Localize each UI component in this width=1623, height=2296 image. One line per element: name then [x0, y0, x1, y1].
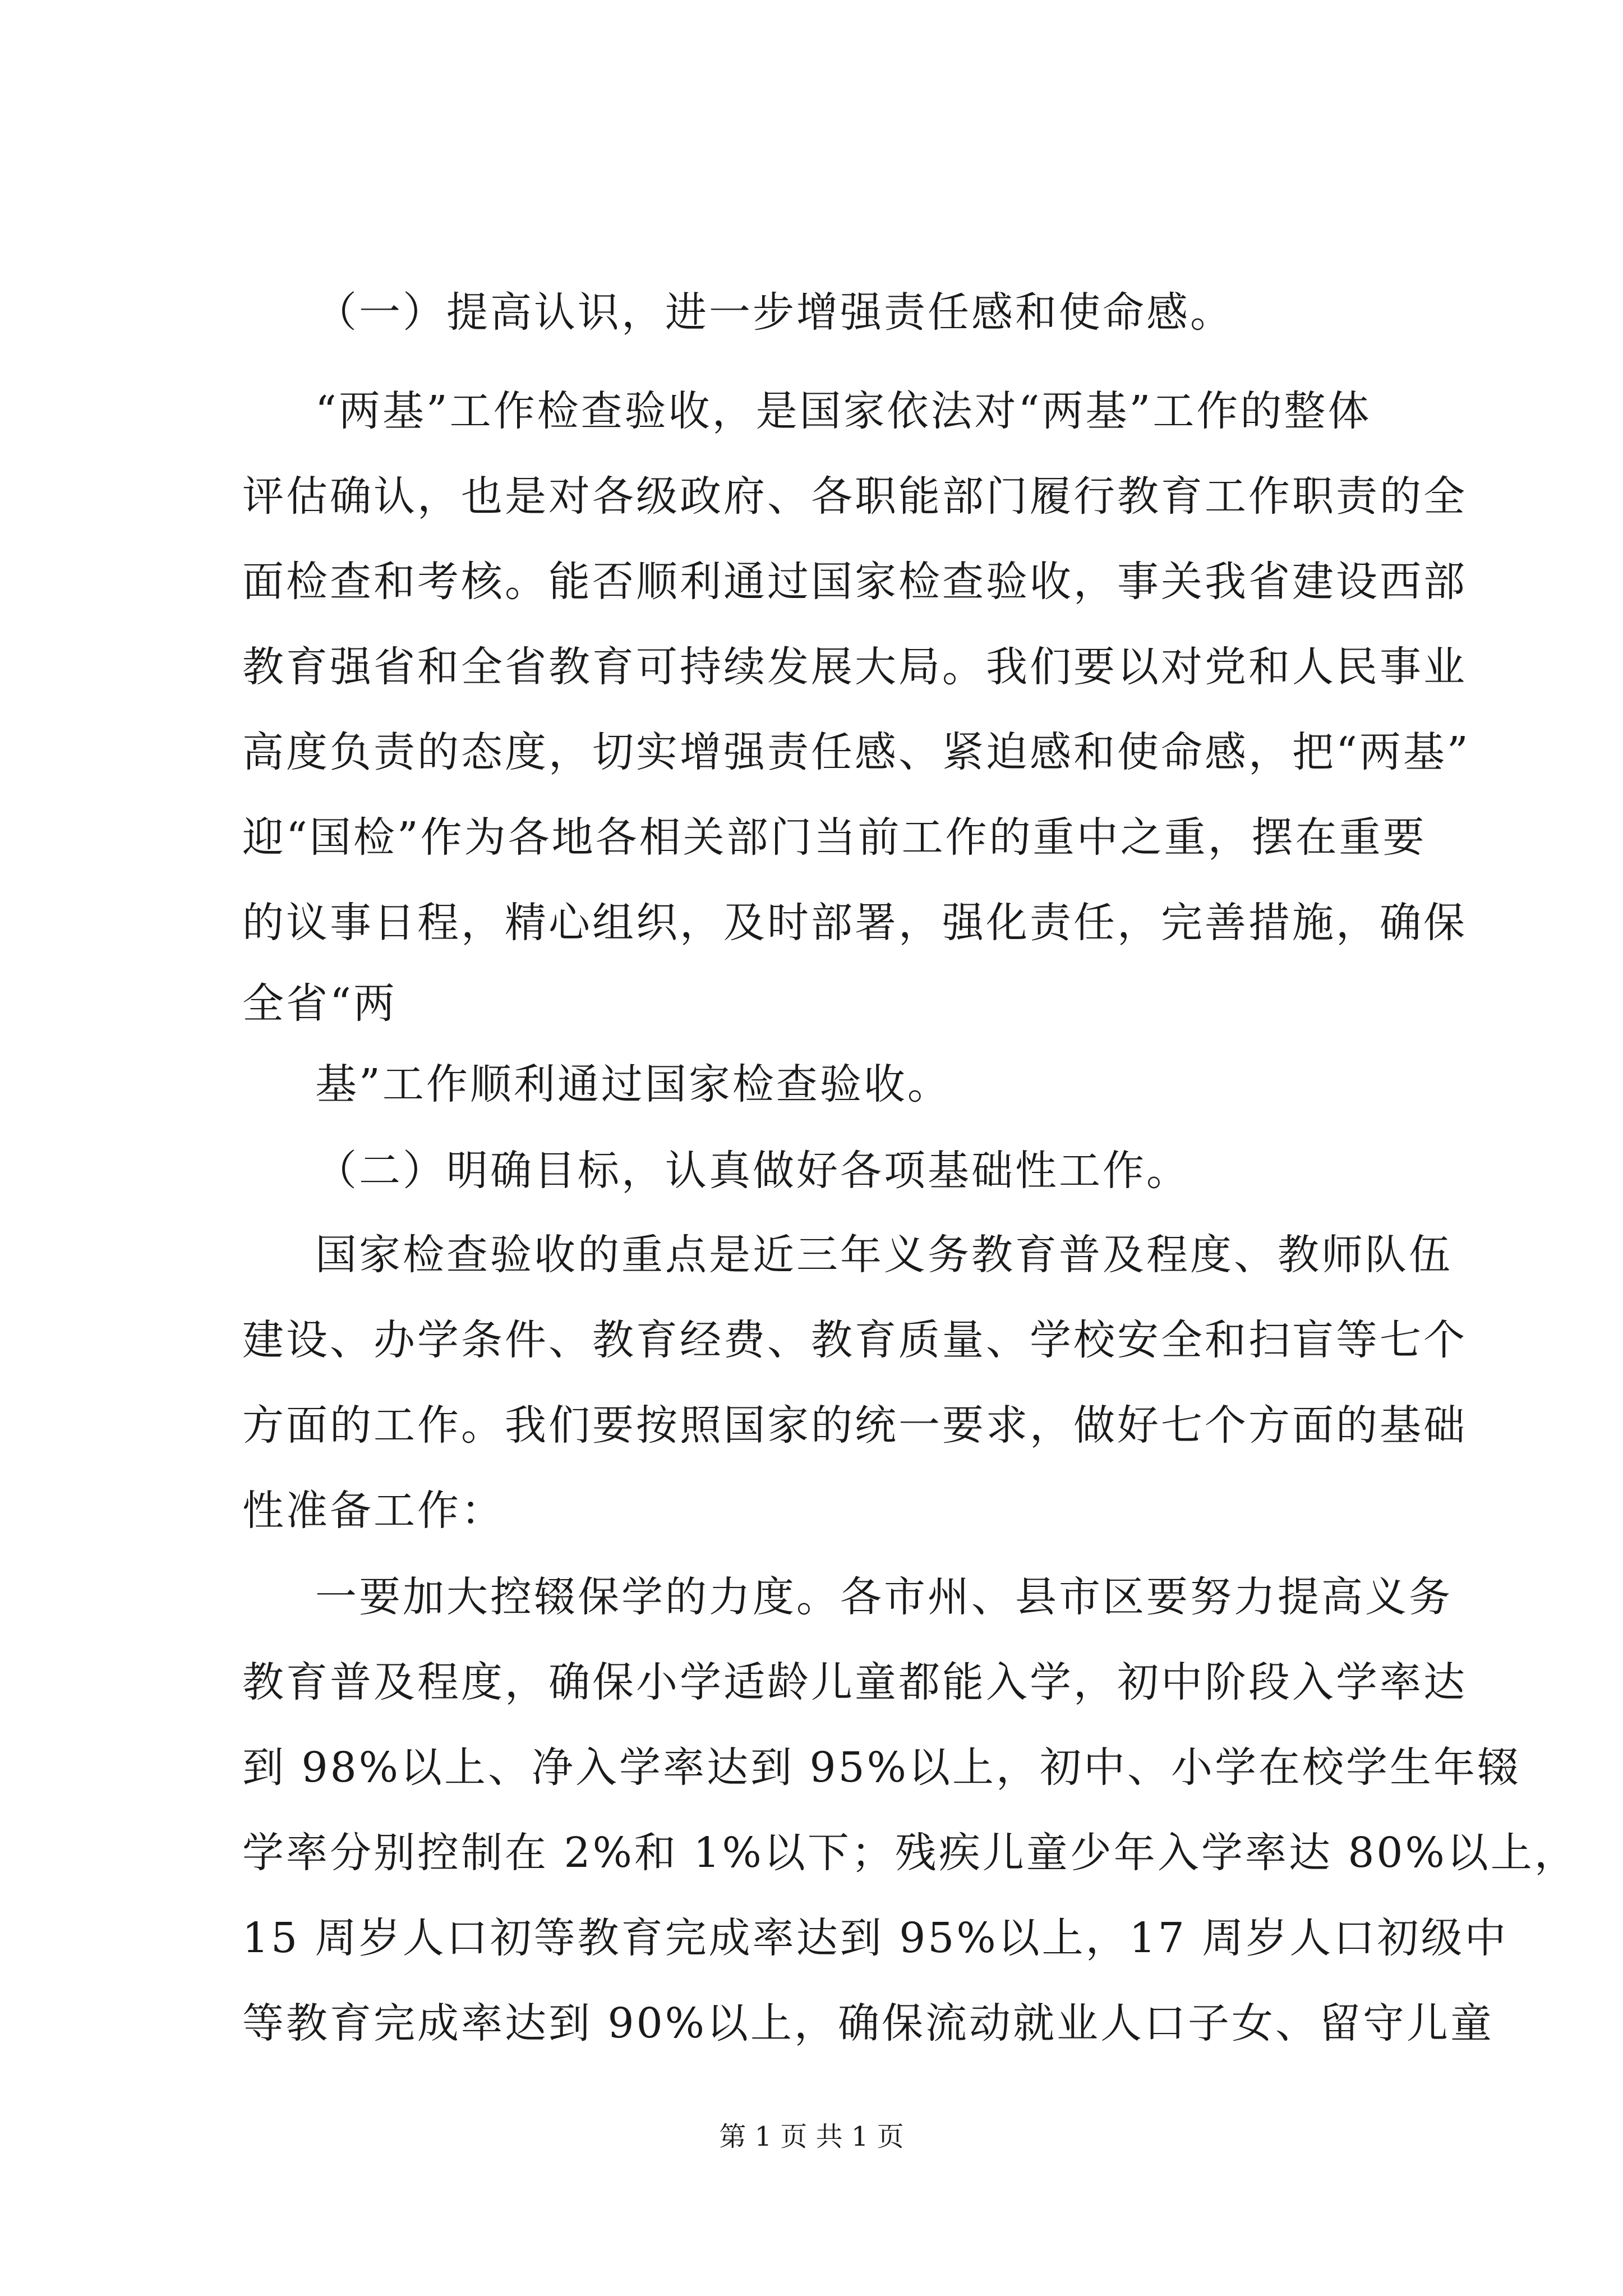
text-line: 教育普及程度，确保小学适龄儿童都能入学，初中阶段入学率达 [242, 1658, 1467, 1706]
text-line: 高度负责的态度，切实增强责任感、紧迫感和使命感，把“两基” [242, 728, 1470, 776]
text-line: 评估确认，也是对各级政府、各职能部门履行教育工作职责的全 [242, 472, 1467, 521]
text-line: 方面的工作。我们要按照国家的统一要求，做好七个方面的基础 [242, 1401, 1467, 1450]
text-line: 等教育完成率达到 90%以上，确保流动就业人口子女、留守儿童 [242, 1999, 1494, 2047]
text-line: 建设、办学条件、教育经费、教育质量、学校安全和扫盲等七个 [242, 1316, 1467, 1364]
text-line: 教育强省和全省教育可持续发展大局。我们要以对党和人民事业 [242, 643, 1467, 691]
page-number: 第 1 页 共 1 页 [719, 2121, 904, 2152]
text-line: 国家检查验收的重点是近三年义务教育普及程度、教师队伍 [315, 1231, 1453, 1279]
text-line: 基”工作顺利通过国家检查验收。 [315, 1060, 951, 1108]
text-line: 15 周岁人口初等教育完成率达到 95%以上，17 周岁人口初级中 [242, 1914, 1509, 1962]
text-line: “两基”工作检查验收，是国家依法对“两基”工作的整体 [315, 387, 1372, 435]
text-line: 到 98%以上、净入学率达到 95%以上，初中、小学在校学生年辍 [242, 1743, 1521, 1792]
text-line: 的议事日程，精心组织，及时部署，强化责任，完善措施，确保 [242, 899, 1467, 947]
text-line: 迎“国检”作为各地各相关部门当前工作的重中之重，摆在重要 [242, 813, 1427, 862]
text-line: 全省“两 [242, 979, 397, 1028]
text-line: （二）明确目标，认真做好各项基础性工作。 [315, 1147, 1190, 1195]
text-line: 一要加大控辍保学的力度。各市州、县市区要努力提高义务 [315, 1573, 1453, 1621]
text-line: （一）提高认识，进一步增强责任感和使命感。 [315, 288, 1234, 337]
text-line: 性准备工作： [242, 1487, 505, 1535]
text-line: 学率分别控制在 2%和 1%以下；残疾儿童少年入学率达 80%以上， [242, 1829, 1578, 1877]
text-line: 面检查和考核。能否顺利通过国家检查验收，事关我省建设西部 [242, 558, 1467, 606]
